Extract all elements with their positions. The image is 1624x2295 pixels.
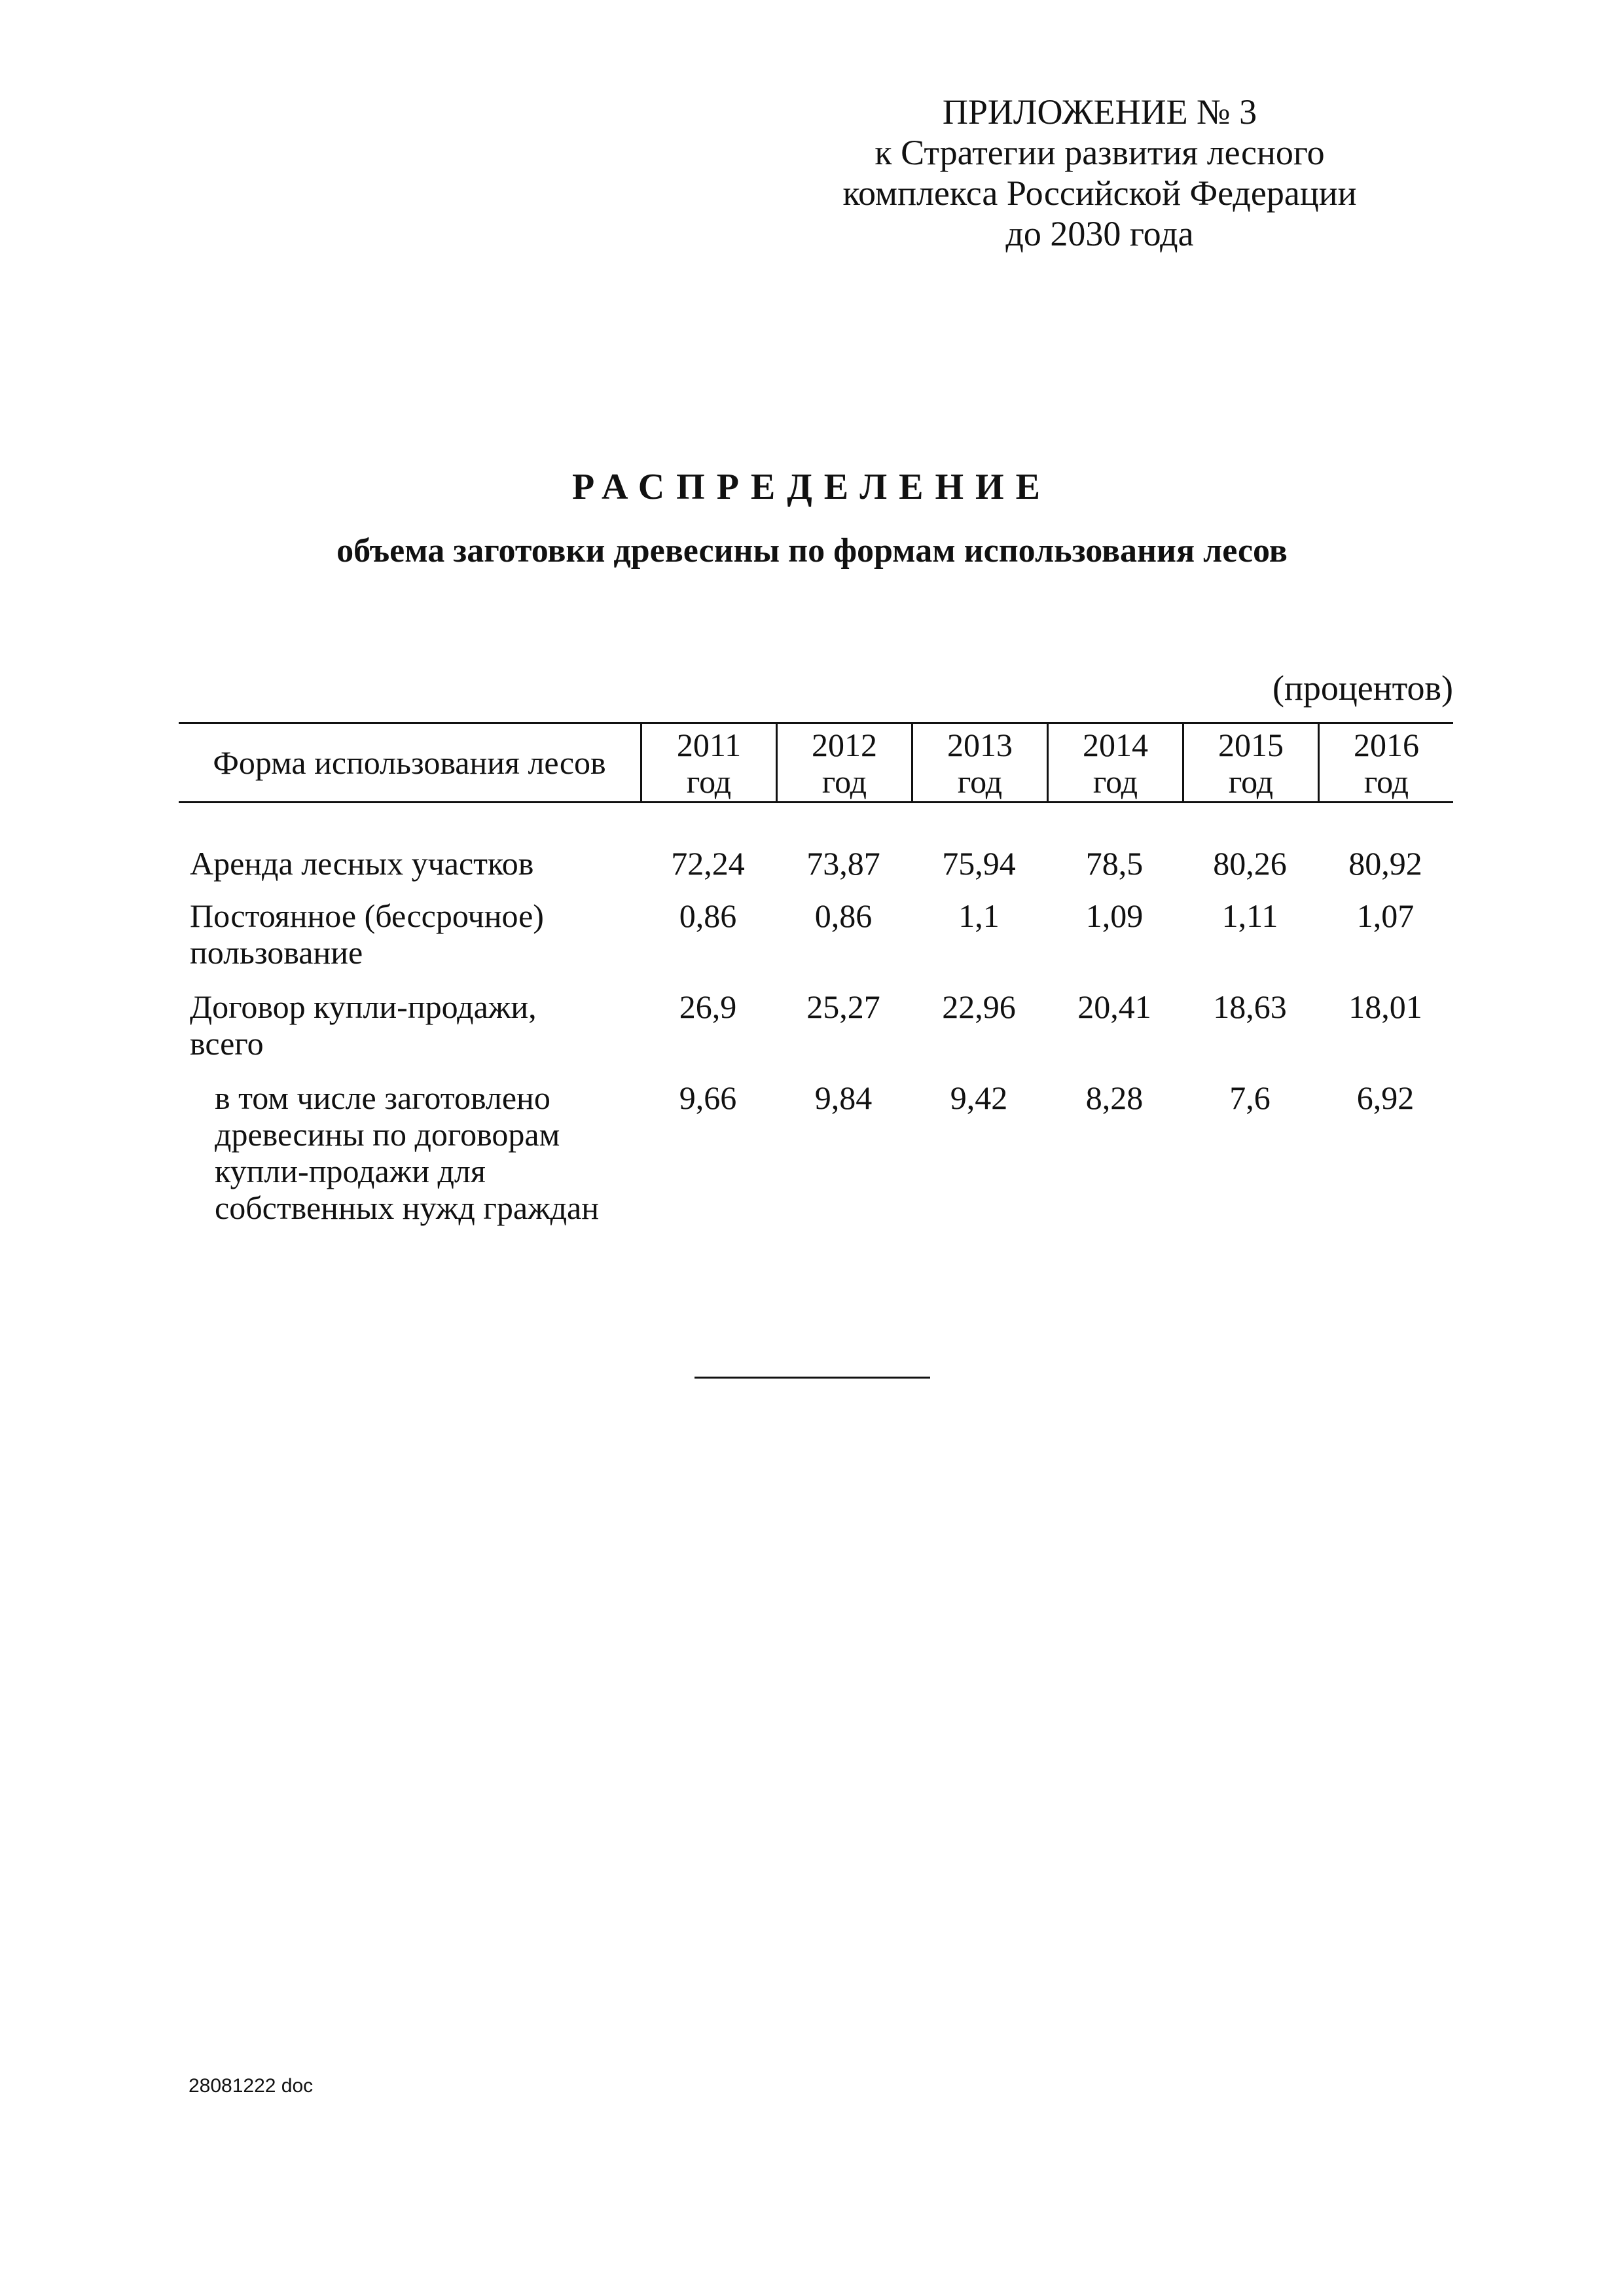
appendix-line: до 2030 года bbox=[1005, 214, 1194, 253]
row-label-line: пользование bbox=[190, 934, 363, 971]
header-unit: год bbox=[686, 763, 732, 800]
header-unit: год bbox=[1363, 763, 1409, 800]
row-label-line: всего bbox=[190, 1025, 264, 1062]
table-cell: 18,01 bbox=[1348, 988, 1422, 1025]
header-unit: год bbox=[957, 763, 1003, 800]
table-cell: 6,92 bbox=[1356, 1079, 1415, 1116]
header-year-2013 bbox=[911, 724, 1047, 801]
table-cell: 1,07 bbox=[1356, 897, 1415, 934]
table-cell: 78,5 bbox=[1085, 845, 1144, 882]
row-label bbox=[190, 897, 544, 971]
header-year-2015 bbox=[1182, 724, 1318, 801]
document-subtitle: объема заготовки древесины по формам использования лесов bbox=[336, 532, 1288, 569]
row-label-line: купли-продажи для bbox=[215, 1153, 486, 1189]
table-cell: 80,26 bbox=[1213, 845, 1287, 882]
row-label-line: собственных нужд граждан bbox=[215, 1189, 600, 1226]
table-cell: 1,11 bbox=[1221, 897, 1278, 934]
appendix-line: комплекса Российской Федерации bbox=[842, 173, 1357, 213]
row-label bbox=[215, 1079, 599, 1226]
document-id: 28081222 doc bbox=[189, 2075, 314, 2097]
header-year: 2016 bbox=[1354, 727, 1419, 763]
table-cell: 7,6 bbox=[1229, 1079, 1271, 1116]
appendix-line: к Стратегии развития лесного bbox=[875, 133, 1325, 172]
table-cell: 25,27 bbox=[806, 988, 880, 1025]
header-year-2011 bbox=[640, 724, 776, 801]
table-cell: 73,87 bbox=[806, 845, 880, 882]
header-year-2016 bbox=[1318, 724, 1453, 801]
table-cell: 9,42 bbox=[950, 1079, 1008, 1116]
table-cell: 8,28 bbox=[1085, 1079, 1144, 1116]
table-cell: 72,24 bbox=[671, 845, 745, 882]
table-cell: 20,41 bbox=[1077, 988, 1151, 1025]
table-header bbox=[179, 722, 1453, 803]
header-year: 2012 bbox=[812, 727, 877, 763]
table-cell: 18,63 bbox=[1213, 988, 1287, 1025]
closing-divider bbox=[695, 1377, 930, 1379]
row-label-line: в том числе заготовлено bbox=[215, 1079, 550, 1116]
header-year: 2014 bbox=[1083, 727, 1148, 763]
table-cell: 75,94 bbox=[942, 845, 1016, 882]
units-note: (процентов) bbox=[1272, 668, 1453, 708]
distribution-table bbox=[179, 722, 1453, 1226]
header-form-of-use: Форма использования лесов bbox=[213, 744, 606, 781]
table-cell: 9,66 bbox=[679, 1079, 737, 1116]
table-cell: 1,1 bbox=[958, 897, 1000, 934]
header-unit: год bbox=[1228, 763, 1274, 800]
row-label-line: Постоянное (бессрочное) bbox=[190, 897, 544, 934]
header-year-2012 bbox=[776, 724, 911, 801]
row-label bbox=[190, 845, 533, 882]
appendix-heading bbox=[772, 92, 1427, 254]
table-cell: 80,92 bbox=[1348, 845, 1422, 882]
header-year: 2015 bbox=[1218, 727, 1284, 763]
table-cell: 0,86 bbox=[814, 897, 873, 934]
header-unit: год bbox=[1092, 763, 1138, 800]
header-unit: год bbox=[821, 763, 867, 800]
row-label-line: Аренда лесных участков bbox=[190, 845, 534, 882]
row-label-line: древесины по договорам bbox=[215, 1116, 560, 1153]
table-cell: 26,9 bbox=[679, 988, 737, 1025]
header-year: 2011 bbox=[676, 727, 742, 763]
document-title: РАСПРЕДЕЛЕНИЕ bbox=[572, 467, 1052, 507]
appendix-line: ПРИЛОЖЕНИЕ № 3 bbox=[942, 92, 1257, 132]
table-cell: 0,86 bbox=[679, 897, 737, 934]
table-cell: 22,96 bbox=[942, 988, 1016, 1025]
header-year: 2013 bbox=[947, 727, 1013, 763]
row-label bbox=[190, 988, 537, 1062]
table-cell: 9,84 bbox=[814, 1079, 873, 1116]
header-year-2014 bbox=[1047, 724, 1182, 801]
table-cell: 1,09 bbox=[1085, 897, 1144, 934]
row-label-line: Договор купли-продажи, bbox=[190, 988, 537, 1025]
